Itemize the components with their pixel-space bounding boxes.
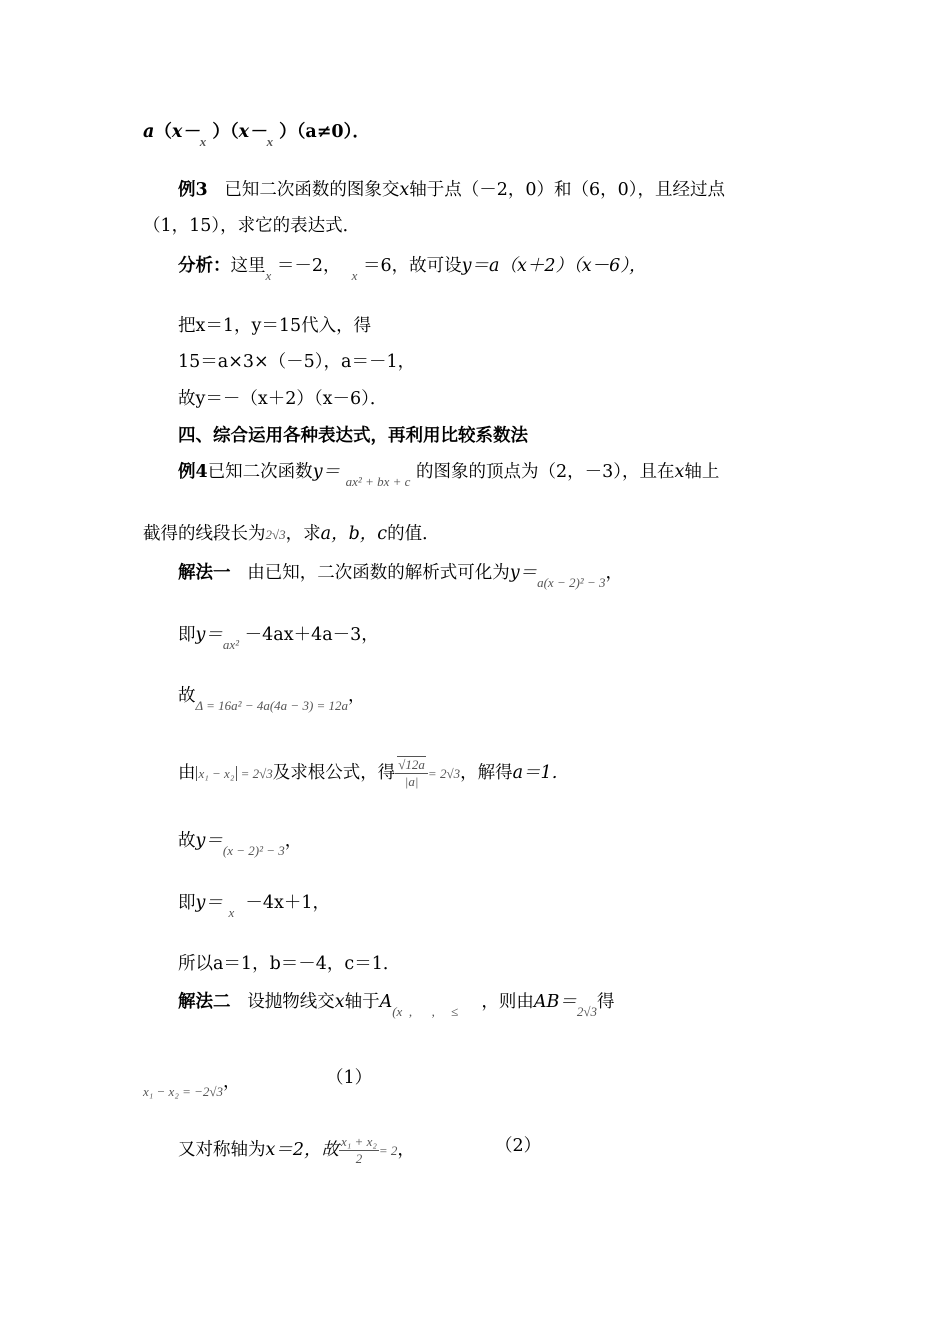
example3-step3: 故y＝－（x＋2）（x－6）． [178, 389, 388, 409]
example3-step1: 把x＝1，y＝15代入，得 [178, 316, 372, 336]
solution1-line4: 由 x₁ − x₂ = 2√3及求根公式，得 $\frac{√12a}{|a|}$ = 2√3，解得a＝1． [178, 757, 570, 789]
solution1-label: 解法一 [178, 563, 231, 583]
solution2-line3: 又对称轴为x＝2，故 $\frac{\text{x₁ + x₂}}{2}$ = 2， [178, 1134, 415, 1166]
example4-label: 例4 [178, 462, 208, 482]
example3-line1: 例3 已知二次函数的图象交x轴于点（－2，0）和（6，0），且经过点 [178, 180, 726, 200]
solution1-line5: 故$y=_{(x - 2)^2 - 3}$， [178, 831, 303, 858]
coef-a: a [143, 122, 155, 142]
fraction-sum-over-2: $\frac{\text{x₁ + x₂}}{2}$ [341, 1134, 377, 1166]
line-factored-form: $a(x-_x$ ）（$x-_x$ ）（a≠0）． [143, 122, 370, 149]
solution1-line3: 故$_{\Delta = 16a^2 - 4a(4a - 3) = 12a}$， [178, 686, 366, 713]
example3-analysis: 分析：这里$_x$ ＝－2， $_x$ ＝6，故可设y＝a（x＋2）（x－6）， [178, 256, 647, 283]
solution1-line1: 解法一 由已知，二次函数的解析式可化为$y=_{a(x - 2)^2 - 3}$， [178, 563, 623, 590]
example4-line2: 截得的线段长为2√3，求a，b，c的值． [143, 524, 440, 544]
analysis-label: 分析： [178, 256, 231, 276]
equation-tag-2: （2） [495, 1136, 542, 1156]
example3-line2: （1，15），求它的表达式． [143, 216, 361, 236]
section-title: 四、综合运用各种表达式，再利用比较系数法 [178, 426, 528, 446]
example4-line1: 例4已知二次函数y＝ $_{ax^2 + bx + c}$ 的图象的顶点为（2，－3），且在x轴上 [178, 462, 720, 489]
solution1-line7: 所以a＝1，b＝－4，c＝1． [178, 954, 401, 974]
example3-label: 例3 [178, 180, 208, 200]
solution1-line2: 即$y=_{ax^2} -4ax+4a-3$， [178, 625, 379, 652]
solution2-eq1: $_{x_1 - x_2 = -2√3}$， [143, 1072, 241, 1099]
solution2-label: 解法二 [178, 992, 231, 1012]
solution2-line1: 解法二 设抛物线交x轴于$A_{(x , , \le}$ ，则由$AB=_{2√3}$得 [178, 992, 615, 1019]
fraction-sqrt12a: $\frac{√12a}{|a|}$ [395, 757, 428, 790]
example3-step2: 15＝a×3×（－5），a＝－1， [178, 352, 416, 372]
solution1-line6: 即y＝ $_x$ －4x＋1， [178, 893, 331, 920]
equation-tag-1: （1） [326, 1068, 373, 1088]
